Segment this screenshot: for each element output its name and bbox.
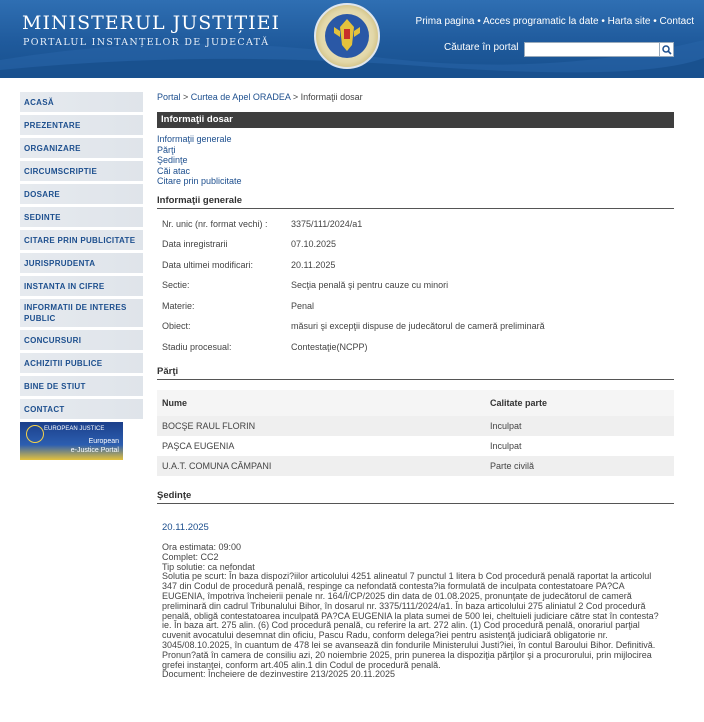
sidebar-item-acasa[interactable]: ACASĂ — [20, 92, 143, 112]
info-row: Obiect: măsuri şi excepţii dispuse de judecătorul de cameră preliminară — [162, 321, 545, 331]
sedinta-entry — [162, 522, 674, 680]
sidebar-item-organizare[interactable]: ORGANIZARE — [20, 138, 143, 158]
nav-contact-link[interactable]: Contact — [659, 16, 694, 27]
info-row: Stadiu procesual: Contestaţie(NCPP) — [162, 341, 368, 352]
ministry-emblem-logo — [314, 3, 380, 69]
page-title: Informaţii dosar — [157, 112, 674, 128]
sidebar-item-dosare[interactable]: DOSARE — [20, 184, 143, 204]
info-row: Sectie: Secţia penală şi pentru cauze cu minori — [162, 280, 449, 290]
table-row: PAŞCA EUGENIA Inculpat — [162, 441, 522, 451]
sidebar-item-informatii-interes-public[interactable]: INFORMATII DE INTERES PUBLIC — [20, 299, 143, 327]
breadcrumb-current: Informaţii dosar — [300, 92, 363, 102]
info-row: Data inregistrarii 07.10.2025 — [162, 239, 337, 249]
nav-acces-programatic-link[interactable]: Acces programatic la date — [482, 16, 599, 27]
search-button[interactable] — [659, 42, 674, 57]
toc-citare-link[interactable]: Citare prin publicitate — [157, 176, 242, 186]
sidebar-item-citare[interactable]: CITARE PRIN PUBLICITATE — [20, 230, 143, 250]
search-icon — [662, 45, 672, 55]
sidebar-item-contact[interactable]: CONTACT — [20, 399, 143, 419]
sedinta-date: 20.11.2025 — [162, 522, 209, 533]
parti-table-header: Nume Calitate parte — [157, 390, 674, 416]
info-row: Data ultimei modificari: 20.11.2025 — [162, 259, 336, 270]
toc-sedinte-link[interactable]: Şedinţe — [157, 155, 188, 165]
search-input[interactable] — [524, 42, 660, 57]
toc-cai-atac-link[interactable]: Căi atac — [157, 165, 191, 176]
table-row: U.A.T. COMUNA CÂMPANI Parte civilă — [157, 456, 674, 476]
nav-harta-site-link[interactable]: Harta site — [607, 16, 651, 27]
info-table — [162, 219, 674, 363]
section-parti: Părţi — [157, 366, 674, 380]
sidebar-item-achizitii[interactable]: ACHIZITII PUBLICE — [20, 353, 143, 373]
site-title: MINISTERUL JUSTIȚIEI — [22, 12, 281, 34]
table-row: BOCŞE RAUL FLORIN Inculpat — [157, 416, 674, 436]
sidebar-item-jurisprudenta[interactable]: JURISPRUDENTA — [20, 253, 143, 273]
sidebar-item-sedinte[interactable]: SEDINTE — [20, 207, 143, 227]
breadcrumb-court-link[interactable]: Curtea de Apel ORADEA — [190, 92, 291, 102]
ejustice-banner[interactable]: EUROPEAN JUSTICE European e-Justice Portal — [20, 422, 123, 460]
sidebar-item-instanta-in-cifre[interactable]: INSTANTA IN CIFRE — [20, 276, 143, 296]
section-sedinte: Şedinţe — [157, 490, 674, 504]
breadcrumb-portal-link[interactable]: Portal — [157, 92, 181, 102]
breadcrumb: Portal > Curtea de Apel ORADEA > Informaţii dosar — [157, 92, 363, 102]
sidebar-item-concursuri[interactable]: CONCURSURI — [20, 330, 143, 350]
sidebar-item-circumscriptie[interactable]: CIRCUMSCRIPTIE — [20, 161, 143, 181]
site-header — [0, 0, 704, 78]
site-subtitle: PORTALUL INSTANȚELOR DE JUDECATĂ — [23, 37, 270, 48]
toc-informatii-generale-link[interactable]: Informaţii generale — [157, 134, 232, 144]
ejustice-logo-icon — [26, 425, 44, 443]
section-links — [157, 134, 674, 187]
search-label: Căutare în portal — [444, 42, 519, 53]
sidebar-item-bine-de-stiut[interactable]: BINE DE STIUT — [20, 376, 143, 396]
sidebar-item-prezentare[interactable]: PREZENTARE — [20, 115, 143, 135]
sidebar-menu — [20, 92, 145, 460]
info-row: Materie: Penal — [162, 300, 315, 311]
info-row: Nr. unic (nr. format vechi) : 3375/111/2024/a1 — [162, 218, 363, 229]
main-content — [157, 92, 674, 680]
toc-parti-link[interactable]: Părţi — [157, 144, 176, 155]
parti-table — [157, 390, 674, 476]
top-navigation: Prima pagina • Acces programatic la date • Harta site • Contact — [415, 16, 694, 27]
section-informatii-generale: Informaţii generale — [157, 195, 674, 209]
sedinta-details: Ora estimata: 09:00 Complet: CC2 Tip solutie: ca nefondat Solutia pe scurt: În baza dispozi?iilor articolului 4251 alineatul 7 punctul 1 litera b Cod procedură penală raportat la articolul 347 din Codul de procedură penală, respinge ca nefondată contesta?ia formulată de inculpata contestatoare PA?CA EUGENIA, împotriva încheierii penale nr. 164/Î/CP/2025 din data de 01.08.2025, pronunţate de judecătorul de cameră preliminară din cadrul Tribunalului Bihor, în dosarul nr. 3375/111/2024/a1. În baza articolului 275 aliniatul 2 Cod procedură penală, obligă contestatoarea inculpată PA?CA EUGENIA la plata sumei de 500 lei, cheltuieli judiciare către stat în contesta?ie. În baza art. 275 alin. (6) Cod procedură penală, cu referire la art. 272 alin. (1) Cod procedură penală, onorariul parţial cuvenit avocatului desemnat din oficiu, Pascu Radu, conform delega?iei pentru asistenţă judiciară obligatorie nr. 3045/08.10.2025, în cuantum de 478 lei se avansează din fondurile Ministerului Justi?iei, în contul Baroului Bihor. Definitivă. Pronun?ată în camera de consiliu azi, 20 noiembrie 2025, prin punerea la dispoziţia părţilor şi a procurorului, prin mijlocirea grefei instanţei, conform art.405 alin.1 din Codul de procedură penală. Document: Încheiere de dezinvestire 213/2025 20.11.2025 — [162, 542, 659, 680]
nav-prima-pagina-link[interactable]: Prima pagina — [415, 16, 475, 27]
